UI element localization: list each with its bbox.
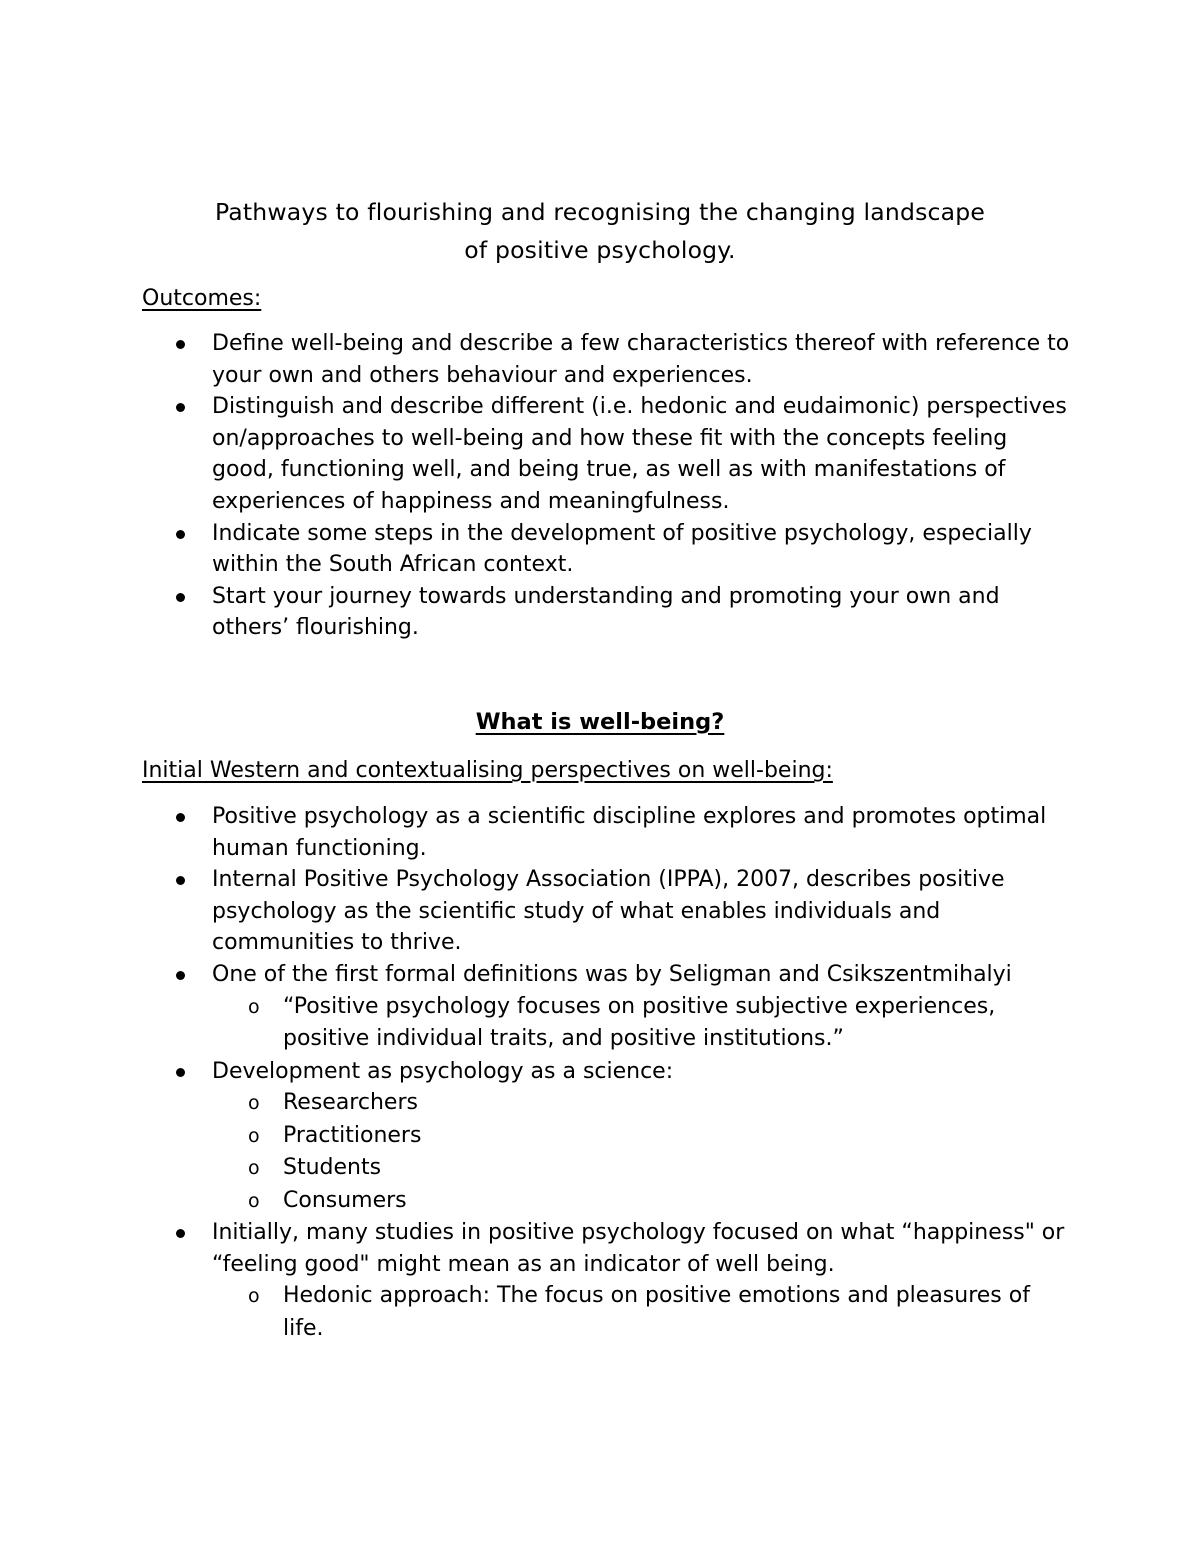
sub-item [212,1280,1072,1345]
perspective-text: Internal Positive Psychology Association (IPPA), 2007, describes positive psychology as the scientific study of what enables individuals and communities to thrive. [212,867,1005,956]
sub-item-text: Consumers [283,1187,407,1213]
sub-item-text: Students [283,1155,382,1181]
perspective-item [142,1056,1072,1218]
document-title [100,193,1100,269]
outcomes-list [142,328,1072,644]
sub-item [212,991,1072,1056]
perspective-text: One of the first formal definitions was by Seligman and Csikszentmihalyi [212,961,1012,987]
sub-bullet-icon: o [248,1285,260,1308]
sub-item-text: Practitioners [283,1122,422,1148]
outcome-item: Start your journey towards understanding and promoting your own and others’ flourishing. [142,581,1072,644]
title-line-2: of positive psychology. [464,236,736,264]
sub-item-text: Hedonic approach: The focus on positive emotions and pleasures of life. [283,1283,1030,1341]
sub-bullet-icon: o [248,1189,260,1212]
sub-item [212,1087,1072,1120]
outcome-item: Indicate some steps in the development of positive psychology, especially within the South African context. [142,518,1072,581]
sub-bullet-icon: o [248,1124,260,1147]
sub-item [212,1185,1072,1218]
perspectives-label: Initial Western and contextualising perspectives on well-being: [142,758,833,783]
perspective-text: Development as psychology as a science: [212,1058,674,1084]
perspective-item [142,801,1072,864]
sub-bullet-icon: o [248,1157,260,1180]
outcome-item: Define well-being and describe a few characteristics thereof with reference to your own and others behaviour and experiences. [142,328,1072,391]
sub-bullet-icon: o [248,995,260,1018]
sub-list [212,1087,1072,1217]
perspective-text: Positive psychology as a scientific discipline explores and promotes optimal human functioning. [212,804,1047,861]
sub-item-text: “Positive psychology focuses on positive subjective experiences, positive individual traits, and positive institutions.” [283,993,996,1052]
perspective-item [142,1217,1072,1345]
title-line-1: Pathways to flourishing and recognising the changing landscape [214,198,986,226]
section-heading-text: What is well-being? [475,709,725,735]
section-heading [100,705,1100,739]
sub-list [212,1280,1072,1345]
perspectives-list [142,801,1072,1345]
outcomes-label: Outcomes: [142,286,262,311]
sub-list [212,991,1072,1056]
perspective-text: Initially, many studies in positive psychology focused on what “happiness" or “feeling good" might mean as an indicator of well being. [212,1220,1065,1277]
sub-bullet-icon: o [248,1092,260,1115]
perspective-item [142,864,1072,959]
perspective-item [142,959,1072,1056]
sub-item [212,1152,1072,1185]
sub-item-text: Researchers [283,1090,418,1116]
outcome-item: Distinguish and describe different (i.e. hedonic and eudaimonic) perspectives on/approaches to well-being and how these fit with the concepts feeling good, functioning well, and being true, as well as with manifestations of experiences of happiness and meaningfulness. [142,391,1072,517]
sub-item [212,1120,1072,1153]
